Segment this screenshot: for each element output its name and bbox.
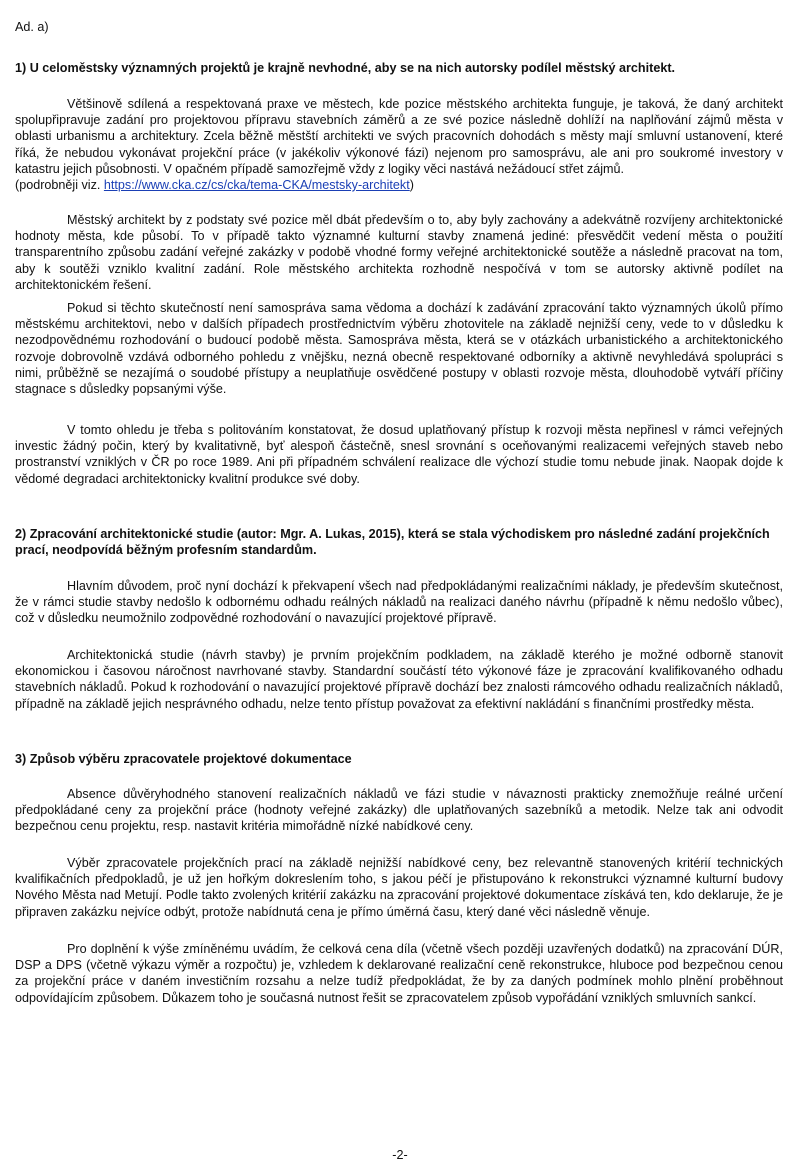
- reference-suffix: ): [409, 178, 414, 192]
- reference-line: [15, 177, 783, 193]
- section-3-heading: 3) Způsob výběru zpracovatele projektové dokumentace: [15, 752, 352, 766]
- section-3-paragraph-3: Pro doplnění k výše zmíněnému uvádím, že celková cena díla (včetně všech později uzavřených dodatků) na zpracování DÚR, DSP a DPS (včetně výkazu výměr a rozpočtu) je, vzhledem k deklarované realizační ceně rekonstrukce, hluboce pod bezpečnou cenou za projekční práce v daném investičním rozsahu a nelze tudíž předpokládat, že by za daných podmínek mohlo plnění proběhnout odpovídajícím způsobem. Důkazem toho je současná nutnost řešit se zpracovatelem způsob vypořádání vzniklých smluvních sankcí.: [15, 942, 783, 1005]
- section-2-paragraph-1: Hlavním důvodem, proč nyní dochází k překvapení všech nad předpokládanými realizačními náklady, je především skutečnost, že v rámci studie stavby nedošlo k odbornému odhadu reálných nákladů na realizaci daného návrhu (případně k němu nedošlo vůbec), což v důsledku neumožnilo zodpovědné rozhodování o navazující projektové přípravě.: [15, 579, 783, 626]
- section-2-heading: 2) Zpracování architektonické studie (autor: Mgr. A. Lukas, 2015), která se stala východiskem pro následné zadání projekčních prací, neodpovídá běžným profesním standardům.: [15, 527, 770, 558]
- section-3-paragraph-1: Absence důvěryhodného stanovení realizačních nákladů ve fázi studie v návaznosti prakticky znemožňuje reálné určení předpokládané ceny za projekční práce (hodnoty veřejné zakázky) dle uplatňovaných sazebníků a metodik. Nelze tak ani odvodit bezpečnou cenu projektu, resp. nastavit kritéria mimořádně nízké nabídkové ceny.: [15, 787, 783, 834]
- section-1-paragraph-2: Městský architekt by z podstaty své pozice měl dbát především o to, aby byly zachovány a adekvátně rozvíjeny architektonické hodnoty města, kde působí. To v případě takto významné kulturní stavby znamená jediné: přesvědčit vedení města o použití transparentního způsobu zadání veřejné zakázky v podobě vhodné formy veřejné architektonické soutěže a následně pracovat na tom, aby k soutěži vzniklo kvalitní zadání. Role městského architekta rozhodně nespočívá v tom se autorsky aktivně podílet na architektonickém řešení.: [15, 213, 783, 292]
- ad-label: Ad. a): [15, 20, 49, 34]
- section-2-paragraph-2: Architektonická studie (návrh stavby) je prvním projekčním podkladem, na základě kterého je možné odborně stanovit ekonomickou i časovou náročnost navrhované stavby. Standardní součástí této výkonové fáze je zpracování kvalifikovaného odhadu stavebních nákladů. Pokud k rozhodování o navazující projektové přípravě dochází bez znalosti rámcového odhadu realizačních nákladů, případně na základě jejich nesprávného odhadu, nelze tento přístup považovat za efektivní nakládání s finančními prostředky města.: [15, 648, 783, 711]
- section-1-paragraph-1: Většinově sdílená a respektovaná praxe ve městech, kde pozice městského architekta funguje, je taková, že daný architekt spolupřipravuje zadání pro projektovou přípravu stavebních záměrů a ze své pozice následně dohlíží na naplňování zájmů města v oblasti urbanismu a architektury. Zcela běžně městští architekti ve svých pracovních dohodách s městy mají smluvní ustanovení, které říká, že nebudou vykonávat projekční práce (v jakékoliv výkonové fázi) nejenom pro samosprávu, ale ani pro soukromé investory v katastru jejich působnosti. V opačném případě samozřejmě vždy z logiky věci nastává nežádoucí střet zájmů.: [15, 97, 783, 176]
- section-3-paragraph-2: Výběr zpracovatele projekčních prací na základě nejnižší nabídkové ceny, bez relevantně stanovených kritérií technických kvalifikačních předpokladů, je už jen hořkým dokreslením toho, s jakou péčí je přistupováno k rekonstrukci významné kulturní budovy Nového Města nad Metují. Podle takto zvolených kritérií zakázku na zpracování projektové dokumentace získává ten, kdo deklaruje, že je připraven zakázku nejvíce odbýt, protože nabídnutá cena je přímo úměrná času, který dané věci následně věnuje.: [15, 856, 783, 919]
- section-1-paragraph-4: V tomto ohledu je třeba s politováním konstatovat, že dosud uplatňovaný přístup k rozvoji města nepřinesl v rámci veřejných investic žádný počin, který by kvalitativně, byť alespoň částečně, snesl srovnání s oceňovanými realizacemi veřejných staveb nebo prostranství vzniklých v ČR po roce 1989. Ani při případném schválení realizace dle výchozí studie tomu nebude jinak. Naopak dojde k vědomé degradaci architektonicky kvalitní produkce své doby.: [15, 423, 783, 486]
- page-number: -2-: [392, 1148, 408, 1162]
- section-1-paragraph-3: Pokud si těchto skutečností není samospráva sama vědoma a dochází k zadávání zpracování takto významných úkolů přímo městskému architektovi, nebo v dalších případech prostřednictvím výběru zhotovitele na základě nejnižší ceny, vede to v důsledku k nezodpovědnému rozhodování o budoucí podobě města. Samospráva města, která se v otázkách urbanistického a architektonického rozvoje dobrovolně vzdává odborného pohledu z vnějšku, nezná obecně respektované odborníky a aktivně nevyhledává spolupráci s nimi, průběžně se nezajímá o soudobé přístupy a neuplatňuje osvědčené postupy v oblasti rozvoje města, dlouhodobě vytváří příčiny stagnace s důsledky popsanými výše.: [15, 301, 783, 397]
- reference-prefix: (podrobněji viz.: [15, 178, 104, 192]
- section-1-heading: 1) U celoměstsky významných projektů je krajně nevhodné, aby se na nich autorsky podílel městský architekt.: [15, 61, 676, 75]
- cka-link[interactable]: https://www.cka.cz/cs/cka/tema-CKA/mestsky-architekt: [103, 178, 410, 192]
